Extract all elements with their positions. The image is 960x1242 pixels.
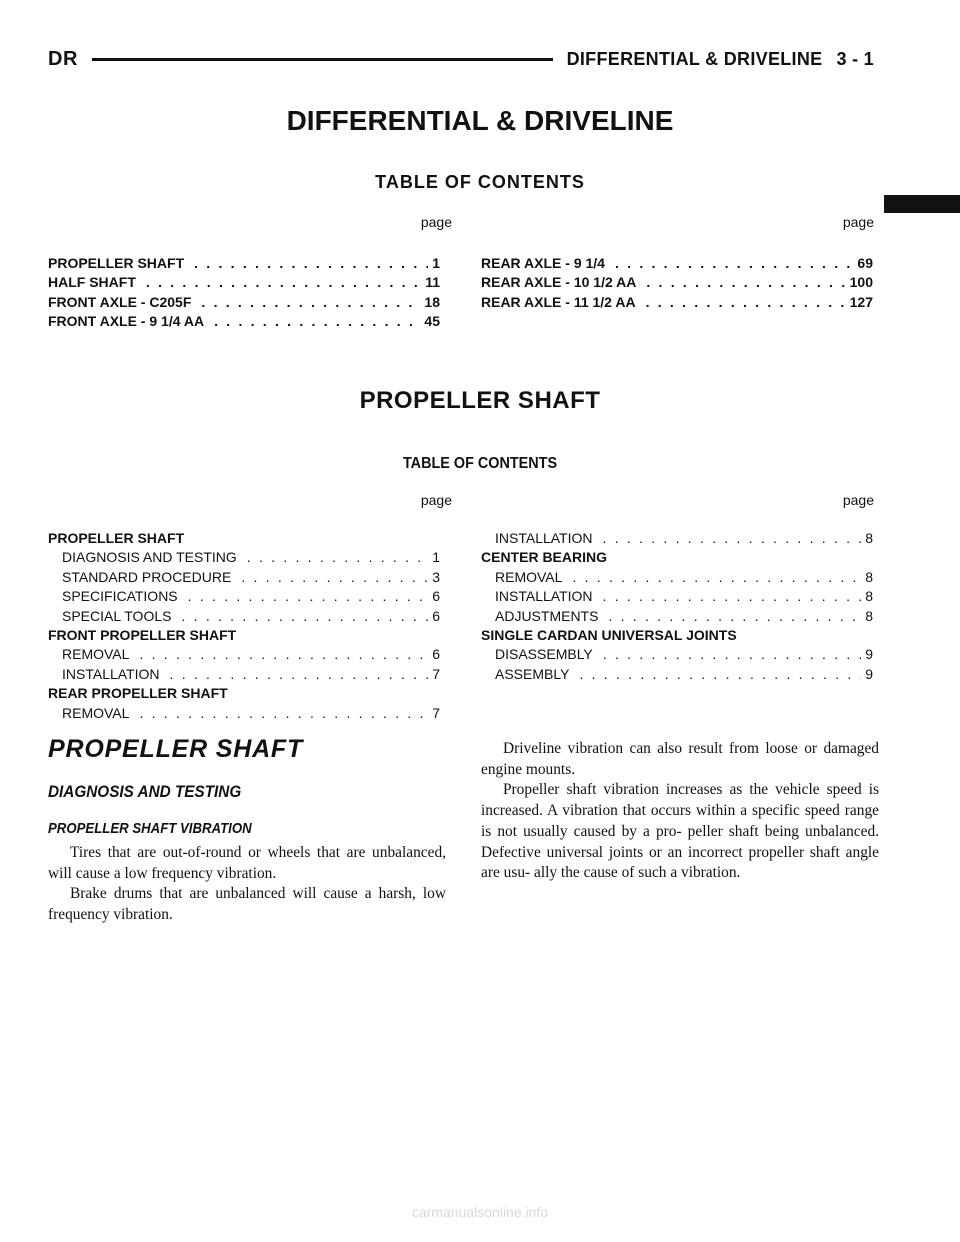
watermark-footer: carmanualsonline.info [411,1204,549,1220]
toc-entry-label: REAR AXLE - 11 1/2 AA [481,293,636,310]
header-title-text: DIFFERENTIAL & DRIVELINE [566,48,823,69]
toc-entry [48,627,440,646]
toc-entry-page: 6 [432,646,440,663]
toc-leader-dots [170,666,429,682]
toc-entry-page: 1 [432,255,440,271]
toc-leader-dots [139,705,428,721]
body-paragraph: Brake drums that are unbalanced will cause a harsh, low frequency vibration. [48,885,446,924]
section-toc-left-column [48,530,440,724]
toc-entry [481,294,873,313]
header-left-code: DR [48,47,78,70]
toc-entry-label: SPECIFICATIONS [62,588,178,605]
toc-entry-page: 6 [432,588,440,605]
main-toc-right-column [481,255,873,313]
main-toc-page-label-right: page [842,214,874,230]
body-right-column [481,739,879,884]
toc-entry-page: 9 [865,665,873,682]
toc-entry [48,588,440,607]
toc-leader-dots [572,569,861,585]
toc-entry-page: 3 [432,568,440,585]
toc-entry-label: ASSEMBLY [495,665,570,682]
section-toc-page-label-left: page [420,492,452,508]
toc-leader-dots [603,646,861,662]
section-title: PROPELLER SHAFT [359,387,601,414]
toc-entry [48,255,440,274]
header-rule [92,58,553,61]
toc-entry-label: CENTER BEARING [481,549,608,566]
toc-entry [48,530,440,549]
toc-entry [481,569,873,588]
toc-entry [481,530,873,549]
toc-entry-page: 1 [432,549,440,566]
toc-entry [48,685,440,704]
body-heading-diagnosis: DIAGNOSIS AND TESTING [48,782,242,801]
toc-entry-page: 9 [865,646,873,663]
body-paragraph: Driveline vibration can also result from loose or damaged engine mounts. [481,740,879,778]
body-left-column [48,843,446,926]
toc-leader-dots [146,274,421,290]
toc-entry [48,608,440,627]
toc-entry-page: 8 [865,568,873,585]
toc-entry [48,313,440,332]
page-header [48,44,874,74]
toc-entry [48,666,440,685]
toc-entry-page: 6 [432,607,440,624]
toc-entry [481,646,873,665]
toc-entry-label: HALF SHAFT [48,274,136,291]
toc-leader-dots [139,646,428,662]
toc-entry-page: 45 [424,313,440,330]
toc-entry-page: 8 [865,530,873,546]
toc-entry [481,255,873,274]
main-toc-title: TABLE OF CONTENTS [375,172,585,192]
toc-entry-label: REAR AXLE - 10 1/2 AA [481,274,637,291]
toc-entry-label: SINGLE CARDAN UNIVERSAL JOINTS [481,626,737,643]
toc-entry-label: ADJUSTMENTS [495,607,599,624]
toc-leader-dots [603,588,862,604]
toc-leader-dots [181,608,428,624]
toc-leader-dots [241,569,428,585]
section-toc-title: TABLE OF CONTENTS [402,455,558,472]
toc-entry-label: DIAGNOSIS AND TESTING [62,549,237,566]
toc-entry-page: 7 [432,665,440,682]
toc-leader-dots [247,549,428,565]
toc-entry-label: INSTALLATION [62,665,160,682]
toc-entry-page: 11 [425,274,440,291]
toc-entry [48,569,440,588]
toc-leader-dots [201,294,420,310]
section-toc-right-column [481,530,873,685]
header-title [567,49,874,70]
toc-leader-dots [608,608,861,624]
toc-leader-dots [615,255,853,271]
toc-leader-dots [188,588,429,604]
toc-entry [481,608,873,627]
toc-entry [481,549,873,568]
toc-entry-label: STANDARD PROCEDURE [62,568,232,585]
body-paragraph: Tires that are out-of-round or wheels that are unbalanced, will cause a low frequency vibration. [48,844,446,882]
toc-entry-label: FRONT PROPELLER SHAFT [48,626,237,643]
toc-leader-dots [194,255,428,271]
body-heading-propeller-shaft: PROPELLER SHAFT [48,735,304,763]
toc-entry [48,294,440,313]
toc-entry [48,274,440,293]
main-toc-page-label-left: page [420,214,452,230]
main-toc-left-column [48,255,440,333]
toc-entry-label: PROPELLER SHAFT [48,255,185,271]
toc-entry-label: REAR AXLE - 9 1/4 [481,255,605,271]
toc-entry [48,705,440,724]
toc-leader-dots [646,274,845,290]
toc-entry-label: REMOVAL [495,568,563,585]
toc-entry-label: FRONT AXLE - 9 1/4 AA [48,313,205,330]
toc-entry-label: INSTALLATION [495,530,593,546]
toc-entry [48,646,440,665]
toc-leader-dots [603,530,862,546]
toc-entry-label: REMOVAL [62,646,130,663]
toc-leader-dots [214,313,420,329]
toc-entry-label: FRONT AXLE - C205F [48,293,192,310]
toc-entry-label: REAR PROPELLER SHAFT [48,685,228,702]
toc-leader-dots [646,294,846,310]
toc-entry-label: INSTALLATION [495,588,593,605]
section-tab-marker [884,195,960,213]
toc-entry-label: PROPELLER SHAFT [48,530,185,546]
body-paragraph: Propeller shaft vibration increases as the vehicle speed is increased. A vibration that occurs within a specific speed range is not usually caused by a pro- peller shaft being unbalanced. Defective universal joints or an incorrect propeller shaft angle are usu- ally the cause of such a vibration. [481,781,879,882]
toc-entry-page: 18 [424,293,440,310]
toc-entry-page: 8 [865,588,873,605]
toc-entry [481,627,873,646]
toc-entry-page: 127 [849,293,873,310]
toc-entry [481,274,873,293]
toc-entry-label: DISASSEMBLY [495,646,593,663]
toc-entry-label: REMOVAL [62,704,130,721]
toc-entry [48,549,440,568]
toc-entry-page: 69 [857,255,873,271]
header-page-number: 3 - 1 [836,48,874,69]
toc-entry-page: 8 [865,607,873,624]
toc-entry-label: SPECIAL TOOLS [62,607,172,624]
section-toc-page-label-right: page [842,492,874,508]
toc-entry [481,666,873,685]
toc-entry-page: 7 [432,704,440,721]
toc-entry [481,588,873,607]
document-title: DIFFERENTIAL & DRIVELINE [286,105,674,136]
toc-leader-dots [579,666,861,682]
toc-entry-page: 100 [849,274,873,291]
body-heading-vibration: PROPELLER SHAFT VIBRATION [48,820,252,837]
